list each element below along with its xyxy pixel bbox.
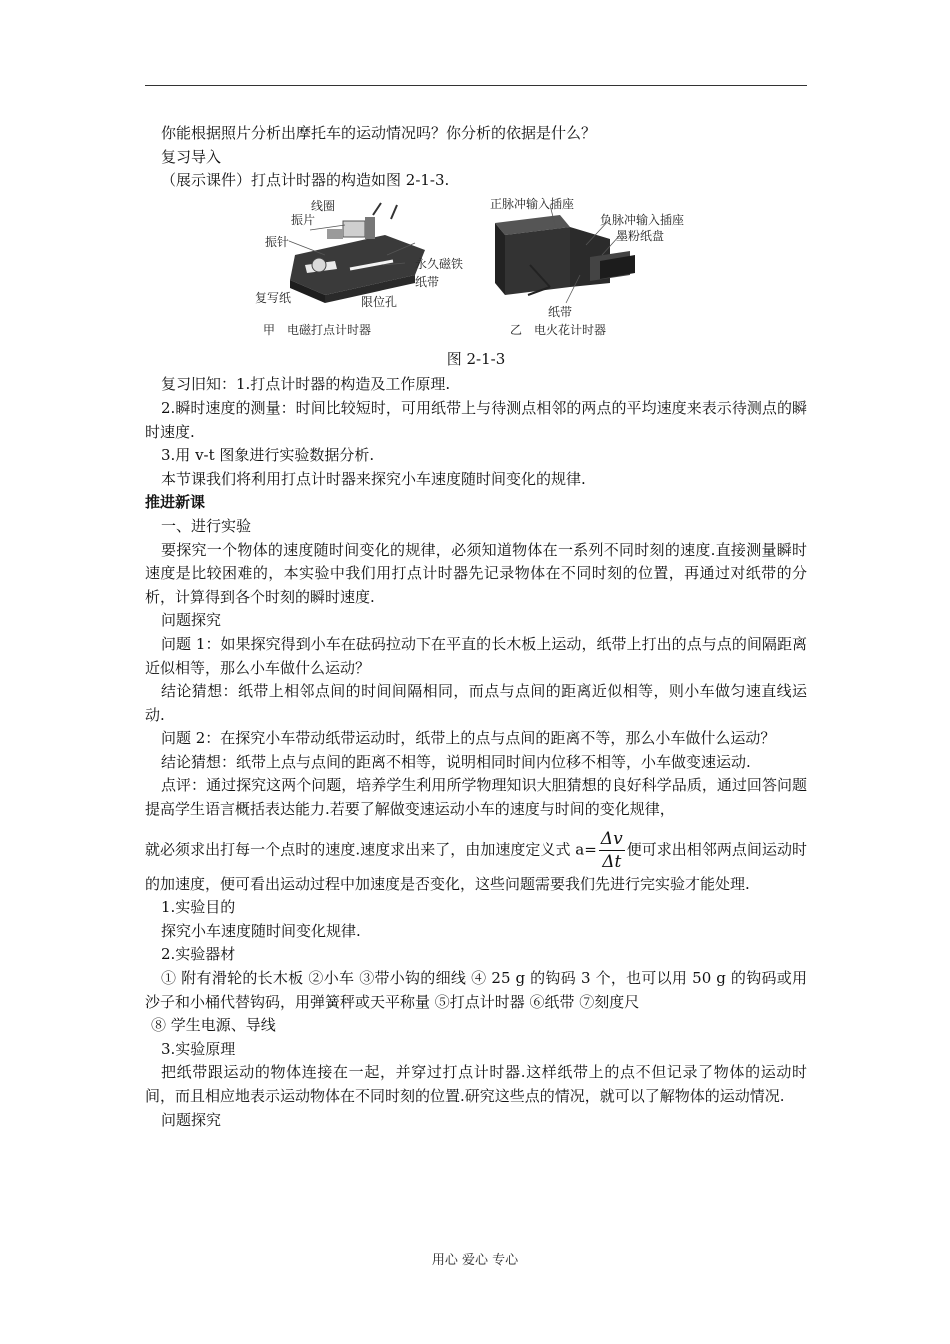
paragraph-equipment-2: ⑧ 学生电源、导线 — [151, 1016, 276, 1035]
paragraph-answer-1: 结论猜想：纸带上相邻点间的时间间隔相同，而点与点间的距离近似相等，则小车做匀速直线运动. — [145, 682, 807, 724]
header-rule — [145, 85, 807, 86]
paragraph-inquiry-2: 问题探究 — [161, 1110, 222, 1129]
section-heading-experiment: 一、进行实验 — [161, 516, 252, 535]
paragraph-photo-question: 你能根据照片分析出摩托车的运动情况吗？你分析的依据是什么？ — [161, 124, 597, 142]
paragraph-purpose: 探究小车速度随时间变化规律. — [161, 921, 361, 940]
heading-principle: 3.实验原理 — [161, 1039, 236, 1058]
heading-purpose: 1.实验目的 — [161, 898, 236, 917]
label-tape-left: 纸带 — [415, 274, 440, 289]
paragraph-experiment-intro: 要探究一个物体的速度随时间变化的规律，必须知道物体在一系列不同时刻的速度.直接测量瞬时速度是比较困难的，本实验中我们用打点计时器先记录物体在不同时刻的位置，再通过对纸带的分析，计算得到各个时刻的瞬时速度. — [145, 540, 807, 606]
paragraph-answer-2: 结论猜想：纸带上点与点间的距离不相等，说明相同时间内位移不相等，小车做变速运动. — [161, 752, 751, 771]
paragraph-review-item1: 复习旧知：1.打点计时器的构造及工作原理. — [161, 375, 451, 394]
heading-new-lesson: 推进新课 — [145, 493, 206, 512]
paragraph-inquiry-1: 问题探究 — [161, 611, 222, 630]
paragraph-question-2: 问题 2：在探究小车带动纸带运动时，纸带上的点与点间的距离不等，那么小车做什么运动？ — [161, 729, 776, 748]
label-carbon: 复写纸 — [255, 290, 292, 305]
document-body — [145, 122, 807, 1132]
paragraph-review-item2: 2.瞬时速度的测量：时间比较短时，可用纸带上与待测点相邻的两点的平均速度来表示待测点的瞬时速度. — [145, 398, 807, 441]
comment-text-1: 点评：通过探究这两个问题，培养学生利用所学物理知识大胆猜想的良好科学品质，通过回答问题提高学生语言概括表达能力.若要了解做变速运动小车的速度与时间的变化规律， — [145, 776, 807, 819]
acceleration-fraction — [599, 828, 625, 873]
label-ink-disk: 墨粉纸盘 — [616, 228, 665, 243]
paragraph-comment — [145, 774, 807, 821]
electromagnetic-timer-figure — [255, 195, 480, 340]
paragraph-review-intro: 复习导入 — [161, 147, 222, 166]
paragraph-principle: 把纸带跟运动的物体连接在一起，并穿过打点计时器.这样纸带上的点不但记录了物体的运动时间，而且相应地表示运动物体在不同时刻的位置.研究这些点的情况，就可以了解物体的运动情况. — [145, 1063, 807, 1105]
figure-2-1-3 — [145, 195, 807, 340]
fraction-denominator: Δt — [602, 851, 622, 872]
comment-text-3: 便可求出相邻两点间运动时的加速度，便可看出运动过程中加速度是否变化，这些问题需要我们先进行完实验才能处理. — [145, 840, 807, 893]
figure-number: 图 2-1-3 — [446, 349, 506, 368]
caption-spark-timer: 乙 电火花计时器 — [510, 322, 607, 337]
caption-electromagnetic: 甲 电磁打点计时器 — [263, 322, 372, 337]
page-footer: 用心 爱心 专心 — [431, 1253, 519, 1268]
label-neg-socket: 负脉冲输入插座 — [600, 212, 685, 227]
comment-text-2: 就必须求出打每一个点时的速度.速度求出来了，由加速度定义式 a= — [145, 840, 597, 859]
label-tape-right: 纸带 — [548, 304, 573, 319]
label-pos-socket: 正脉冲输入插座 — [490, 196, 575, 211]
paragraph-review-summary: 本节课我们将利用打点计时器来探究小车速度随时间变化的规律. — [161, 469, 586, 488]
label-needle: 振针 — [265, 234, 290, 249]
label-limit-hole: 限位孔 — [361, 294, 398, 309]
heading-equipment: 2.实验器材 — [161, 945, 236, 964]
paragraph-question-1: 问题 1：如果探究得到小车在砝码拉动下在平直的长木板上运动，纸带上打出的点与点的间隔距离近似相等，那么小车做什么运动？ — [145, 634, 807, 677]
label-magnet: 永久磁铁 — [415, 256, 464, 271]
label-vibrator: 振片 — [291, 212, 316, 227]
paragraph-equipment: ① 附有滑轮的长木板 ②小车 ③带小钩的细线 ④ 25 g 的钩码 3 个，也可以用 50 g 的钩码或用沙子和小桶代替钩码，用弹簧秤或天平称量 ⑤打点计时器 ⑥纸带 ⑦刻度尺 — [145, 969, 807, 1011]
fraction-numerator: Δv — [600, 828, 623, 849]
spark-timer-figure — [490, 195, 705, 340]
label-coil: 线圈 — [311, 198, 336, 213]
paragraph-comment-formula — [145, 828, 807, 897]
paragraph-show-courseware: （展示课件）打点计时器的构造如图 2-1-3. — [161, 171, 450, 190]
paragraph-review-item3: 3.用 v-t 图象进行实验数据分析. — [161, 446, 375, 465]
